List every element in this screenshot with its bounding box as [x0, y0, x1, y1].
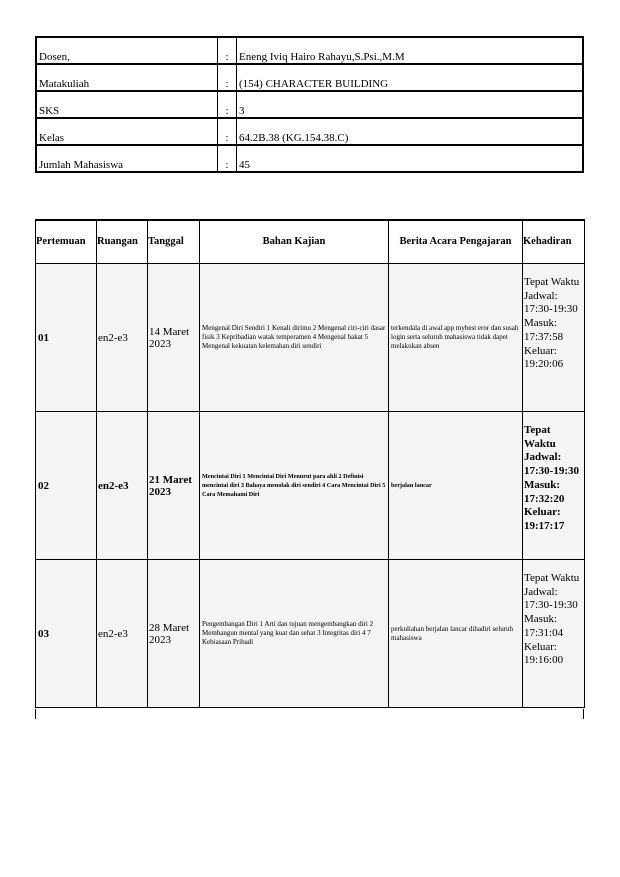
info-row-sks	[36, 91, 583, 118]
course-info-table	[35, 36, 584, 173]
bahan-kajian-cell: Mencintai Diri 1 Mencintai Diri Menurut para ahli 2 Definisi mencintai diri 3 Bahaya menolak diri sendiri 4 Cara Mencintai Diri 5 Cara Memahami Diri	[200, 412, 389, 560]
table-row	[36, 412, 585, 560]
pertemuan-cell: 02	[36, 412, 97, 560]
ruangan-cell: en2-e3	[97, 264, 148, 412]
header-berita-acara: Berita Acara Pengajaran	[389, 220, 523, 264]
table-header-row	[36, 220, 585, 264]
bahan-kajian-cell: Mengenal Diri Sendiri 1 Kenali dirimu 2 Mengenal ciri-ciri dasar fisik 3 Kepribadian watak temperamen 4 Mengenal bakat 5 Mengenal kekuatan kelemahan diri sendiri	[200, 264, 389, 412]
info-separator: :	[218, 37, 237, 64]
header-pertemuan: Pertemuan	[36, 220, 97, 264]
header-bahan-kajian: Bahan Kajian	[200, 220, 389, 264]
table-row	[36, 264, 585, 412]
pertemuan-cell: 03	[36, 560, 97, 708]
header-kehadiran: Kehadiran	[523, 220, 585, 264]
ruangan-cell: en2-e3	[97, 560, 148, 708]
info-row-matakuliah	[36, 64, 583, 91]
info-value: Eneng Iviq Hairo Rahayu,S.Psi.,M.M	[237, 37, 584, 64]
info-value: 45	[237, 145, 584, 172]
info-label: SKS	[36, 91, 218, 118]
kehadiran-cell: Tepat Waktu Jadwal: 17:30-19:30 Masuk: 17:32:20 Keluar: 19:17:17	[523, 412, 585, 560]
header-ruangan: Ruangan	[97, 220, 148, 264]
table-row	[36, 560, 585, 708]
kehadiran-cell: Tepat Waktu Jadwal: 17:30-19:30 Masuk: 17:31:04 Keluar: 19:16:00	[523, 560, 585, 708]
header-tanggal: Tanggal	[148, 220, 200, 264]
info-row-kelas	[36, 118, 583, 145]
tanggal-cell: 14 Maret 2023	[148, 264, 200, 412]
info-separator: :	[218, 145, 237, 172]
tanggal-cell: 28 Maret 2023	[148, 560, 200, 708]
info-label: Kelas	[36, 118, 218, 145]
bahan-kajian-cell: Pengembangan Diri 1 Arti dan tujuan mengembangkan diri 2 Membangun mental yang kuat dan sehat 3 Integritas diri 4 7 Kebiasaan Pribadi	[200, 560, 389, 708]
info-value: (154) CHARACTER BUILDING	[237, 64, 584, 91]
table-continuation-right	[583, 709, 584, 719]
attendance-table	[35, 219, 585, 708]
info-row-jumlah-mahasiswa	[36, 145, 583, 172]
info-value: 64.2B.38 (KG.154.38.C)	[237, 118, 584, 145]
berita-acara-cell: perkuliahan berjalan lancar dihadiri seluruh mahasiswa	[389, 560, 523, 708]
info-row-dosen	[36, 37, 583, 64]
info-label: Matakuliah	[36, 64, 218, 91]
info-separator: :	[218, 91, 237, 118]
tanggal-cell: 21 Maret 2023	[148, 412, 200, 560]
info-separator: :	[218, 64, 237, 91]
info-value: 3	[237, 91, 584, 118]
berita-acara-cell: terkendala di awal app mybest eror dan susah login serta seluruh mahasiswa tidak dapet melakukan absen	[389, 264, 523, 412]
info-label: Jumlah Mahasiswa	[36, 145, 218, 172]
berita-acara-cell: berjalan lancar	[389, 412, 523, 560]
pertemuan-cell: 01	[36, 264, 97, 412]
info-separator: :	[218, 118, 237, 145]
info-label: Dosen,	[36, 37, 218, 64]
kehadiran-cell: Tepat Waktu Jadwal: 17:30-19:30 Masuk: 17:37:58 Keluar: 19:20:06	[523, 264, 585, 412]
table-continuation-left	[35, 709, 36, 719]
ruangan-cell: en2-e3	[97, 412, 148, 560]
